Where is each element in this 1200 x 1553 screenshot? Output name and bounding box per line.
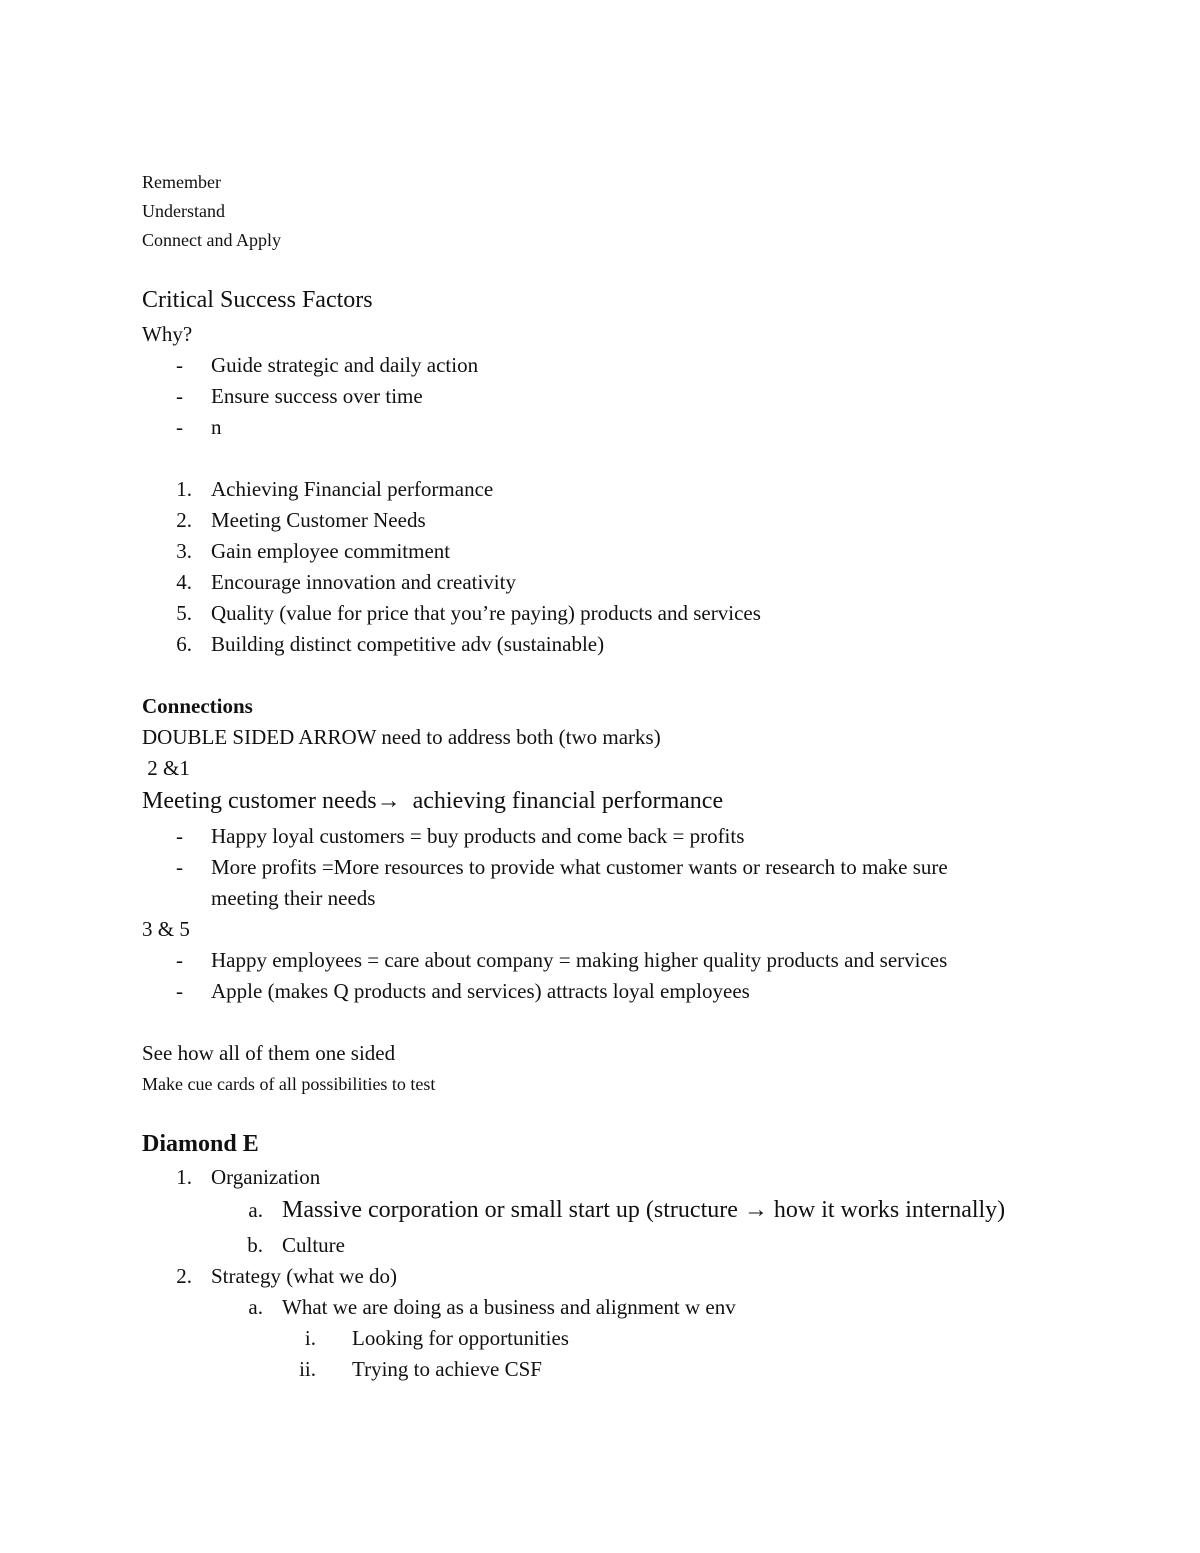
cue-cards-note: Make cue cards of all possibilities to test: [142, 1074, 436, 1094]
pair2-bullet: Apple (makes Q products and services) attracts loyal employees: [211, 979, 750, 1003]
list-number: 1.: [176, 477, 192, 501]
list-number: 2.: [176, 508, 192, 532]
csf-bullet: Guide strategic and daily action: [211, 353, 479, 377]
csf-factor: Quality (value for price that you’re paying) products and services: [211, 601, 761, 625]
pair1-bullet-continuation: meeting their needs: [211, 886, 376, 910]
see-how-note: See how all of them one sided: [142, 1041, 396, 1065]
pair1-bullet: More profits =More resources to provide what customer wants or research to make sure: [211, 855, 948, 879]
csf-factor: Achieving Financial performance: [211, 477, 494, 501]
csf-factor: Encourage innovation and creativity: [211, 570, 516, 594]
bullet-dash: -: [176, 948, 183, 972]
bullet-dash: -: [176, 415, 183, 439]
list-letter: a.: [248, 1198, 263, 1222]
list-number: 2.: [176, 1264, 192, 1288]
list-number: 3.: [176, 539, 192, 563]
bullet-dash: -: [176, 855, 183, 879]
csf-why: Why?: [142, 322, 193, 346]
list-roman: i.: [304, 1326, 316, 1350]
bullet-dash: -: [176, 353, 183, 377]
list-number: 4.: [176, 570, 192, 594]
csf-heading: Critical Success Factors: [142, 287, 373, 313]
intro-line-connect-apply: Connect and Apply: [142, 230, 281, 250]
csf-factor: Gain employee commitment: [211, 539, 451, 563]
diamond-item: What we are doing as a business and alignment w env: [282, 1295, 736, 1319]
diamond-item: Massive corporation or small start up (structure → how it works internally): [282, 1197, 1006, 1223]
bullet-dash: -: [176, 979, 183, 1003]
pair2-label: 3 & 5: [142, 917, 190, 941]
diamond-item: Looking for opportunities: [352, 1326, 569, 1350]
pair1-title: Meeting customer needs→ achieving financial performance: [142, 788, 724, 814]
list-letter: a.: [248, 1295, 263, 1319]
pair1-bullet: Happy loyal customers = buy products and come back = profits: [211, 824, 745, 848]
intro-line-understand: Understand: [142, 201, 225, 221]
list-number: 6.: [176, 632, 192, 656]
diamond-item: Culture: [282, 1233, 345, 1257]
csf-bullet: Ensure success over time: [211, 384, 423, 408]
csf-factor: Building distinct competitive adv (sustainable): [211, 632, 605, 656]
intro-line-remember: Remember: [142, 172, 221, 192]
connections-heading: Connections: [142, 694, 253, 718]
bullet-dash: -: [176, 824, 183, 848]
csf-factor: Meeting Customer Needs: [211, 508, 426, 532]
diamond-heading: Diamond E: [142, 1131, 259, 1157]
pair1-label: 2 &1: [142, 756, 190, 780]
list-roman: ii.: [299, 1357, 316, 1381]
csf-bullet: n: [211, 415, 222, 439]
list-number: 5.: [176, 601, 192, 625]
diamond-item: Strategy (what we do): [211, 1264, 398, 1288]
bullet-dash: -: [176, 384, 183, 408]
pair2-bullet: Happy employees = care about company = making higher quality products and services: [211, 948, 948, 972]
diamond-item: Trying to achieve CSF: [352, 1357, 542, 1381]
list-number: 1.: [176, 1165, 192, 1189]
list-letter: b.: [247, 1233, 263, 1257]
connections-note: DOUBLE SIDED ARROW need to address both (two marks): [142, 725, 661, 749]
diamond-item: Organization: [211, 1165, 321, 1189]
